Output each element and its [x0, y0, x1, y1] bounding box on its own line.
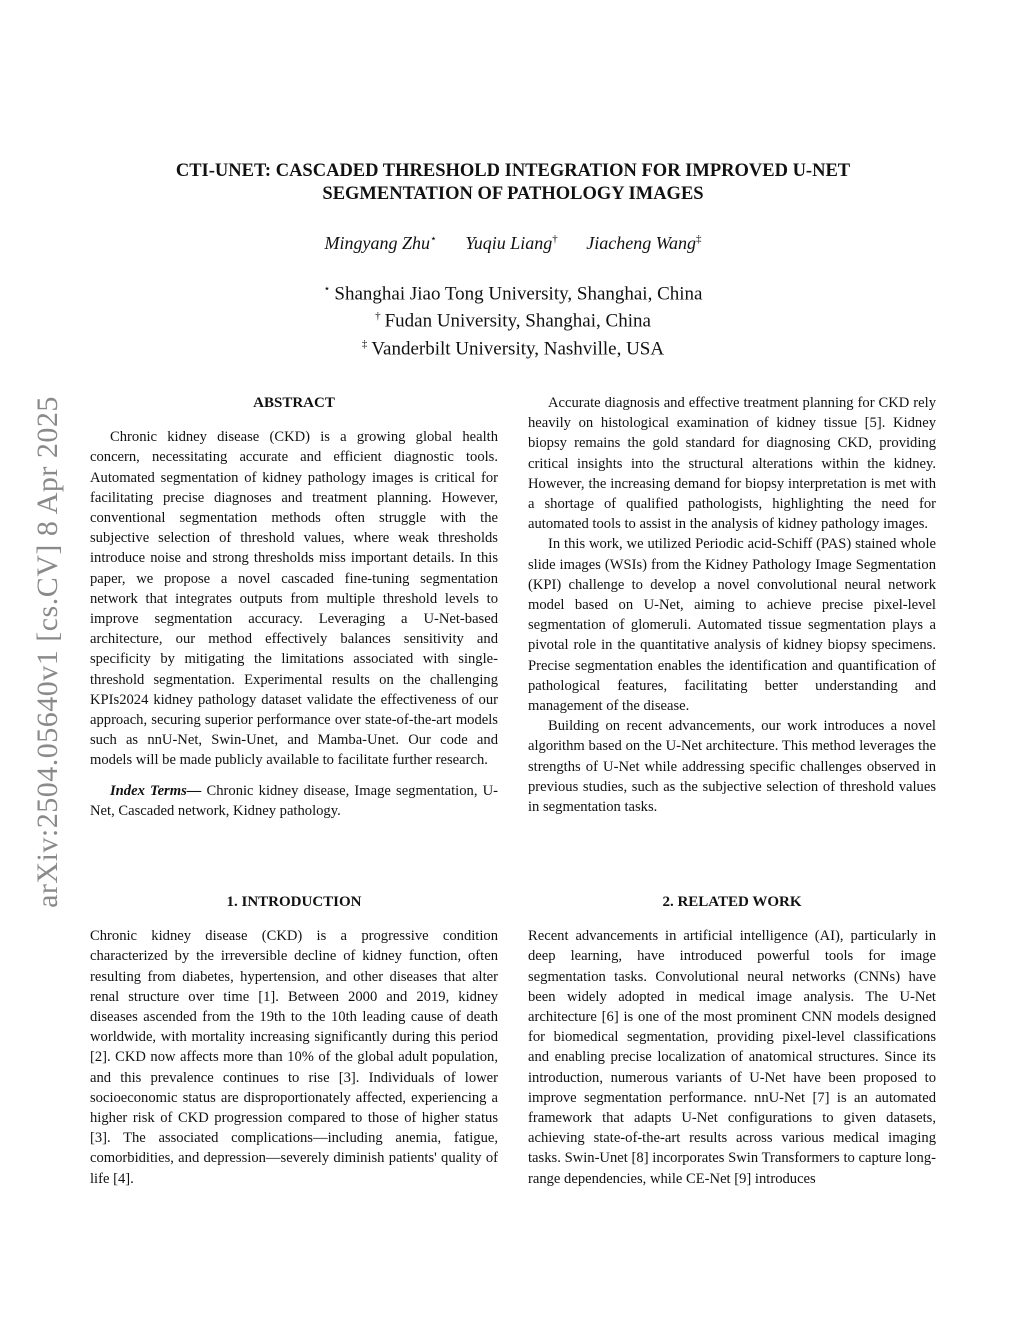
affiliation: † Fudan University, Shanghai, China — [375, 310, 651, 332]
abstract-text: Chronic kidney disease (CKD) is a growing global health concern, necessitating accurate and efficient diagnostic tools. Automated segmentation of kidney pathology images is critical for facilitating precise diagnoses and treatment planning. However, conventional segmentation methods often struggle with the subjective selection of threshold values, where weak thresholds introduce noise and strong thresholds miss important details. In this paper, we propose a novel cascaded fine-tuning segmentation network that integrates outputs from multiple threshold levels to improve segmentation accuracy. Leveraging a U-Net-based architecture, our method effectively balances sensitivity and specificity by mitigating the limitations associated with single-threshold segmentation. Experimental results on the challenging KPIs2024 kidney pathology dataset validate the effectiveness of our approach, securing superior performance over state-of-the-art models such as nnU-Net, Swin-Unet, and Mamba-Unet. Our code and models will be made publicly available to facilitate further research. — [90, 429, 498, 769]
abstract-heading: ABSTRACT — [253, 395, 335, 411]
index-terms — [90, 781, 498, 821]
index-terms-text: Chronic kidney disease, Image segmentation, U-Net, Cascaded network, Kidney pathology. — [90, 782, 499, 819]
affiliation: ⋆ Shanghai Jiao Tong University, Shanghai, China — [323, 283, 703, 305]
title-line-1: CTI-UNET: CASCADED THRESHOLD INTEGRATION FOR IMPROVED U-NET — [175, 161, 851, 181]
intro-paragraph-2: Accurate diagnosis and effective treatment planning for CKD rely heavily on histological examination of kidney tissue [5]. Kidney biopsy remains the gold standard for diagnosing CKD, providing critical insights into the structural alterations within the kidney. However, the increasing demand for biopsy interpretation is met with a shortage of qualified pathologists, highlighting the need for automated tools to assist in the analysis of kidney pathology images. — [528, 395, 936, 533]
arxiv-identifier: arXiv:2504.05640v1 [cs.CV] 8 Apr 2025 — [31, 396, 65, 908]
intro-paragraph-3: In this work, we utilized Periodic acid-Schiff (PAS) stained whole slide images (WSIs) from the Kidney Pathology Image Segmentation (KPI) challenge to develop a novel convolutional neural network model based on U-Net, aiming to achieve precise pixel-level segmentation of glomeruli. Automated tissue segmentation plays a pivotal role in the quantitative analysis of kidney biopsy specimens. Precise segmentation enables the identification and quantification of pathological features, facilitating better understanding and management of the disease. — [528, 536, 936, 715]
introduction-section — [90, 892, 498, 1189]
abstract-section — [90, 393, 498, 821]
related-work-section — [528, 892, 936, 1189]
author: Jiacheng Wang‡ — [586, 233, 702, 253]
index-terms-label: Index Terms— — [110, 782, 202, 799]
affiliation-list — [90, 278, 936, 360]
introduction-heading: 1. INTRODUCTION — [226, 894, 362, 910]
author: Yuqiu Liang† — [465, 233, 558, 253]
title-line-2: SEGMENTATION OF PATHOLOGY IMAGES — [322, 184, 704, 204]
related-paragraph-1: Recent advancements in artificial intelligence (AI), particularly in deep learning, have introduced powerful tools for image segmentation tasks. Convolutional neural networks (CNNs) have been widely adopted in medical image analysis. The U-Net architecture [6] is one of the most prominent CNN models designed for biomedical segmentation, providing pixel-level classifications and enabling precise localization of anatomical structures. Since its introduction, numerous variants of U-Net have been proposed to improve segmentation performance. nnU-Net [7] is an automated framework that adapts U-Net configurations to given datasets, achieving state-of-the-art results across various medical imaging tasks. Swin-Unet [8] incorporates Swin Transformers to capture long-range dependencies, while CE-Net [9] introduces — [528, 928, 936, 1187]
introduction-continued — [528, 393, 936, 817]
author-list — [90, 232, 936, 254]
arxiv-sidebar — [28, 372, 68, 932]
affiliation: ‡ Vanderbilt University, Nashville, USA — [361, 337, 665, 359]
related-work-heading: 2. RELATED WORK — [662, 894, 802, 910]
intro-paragraph-1: Chronic kidney disease (CKD) is a progressive condition characterized by the irreversible decline of kidney function, often resulting from diabetes, hypertension, and other diseases that alter renal structure over time [1]. Between 2000 and 2019, kidney diseases ascended from the 19th to the 10th leading cause of death worldwide, with mortality increasing significantly during this period [2]. CKD now affects more than 10% of the global adult population, and this prevalence continues to rise [3]. Individuals of lower socioeconomic status are disproportionately affected, experiencing a higher risk of CKD progression compared to those of higher status [3]. The associated complications—including anemia, fatigue, comorbidities, and depression—severely diminish patients' quality of life [4]. — [90, 928, 498, 1187]
author: Mingyang Zhu⋆ — [324, 233, 437, 253]
intro-paragraph-4: Building on recent advancements, our work introduces a novel algorithm based on the U-Net architecture. This method leverages the strengths of U-Net while addressing specific challenges observed in previous studies, such as the subjective selection of threshold values in segmentation tasks. — [528, 718, 936, 816]
paper-title — [90, 160, 936, 206]
